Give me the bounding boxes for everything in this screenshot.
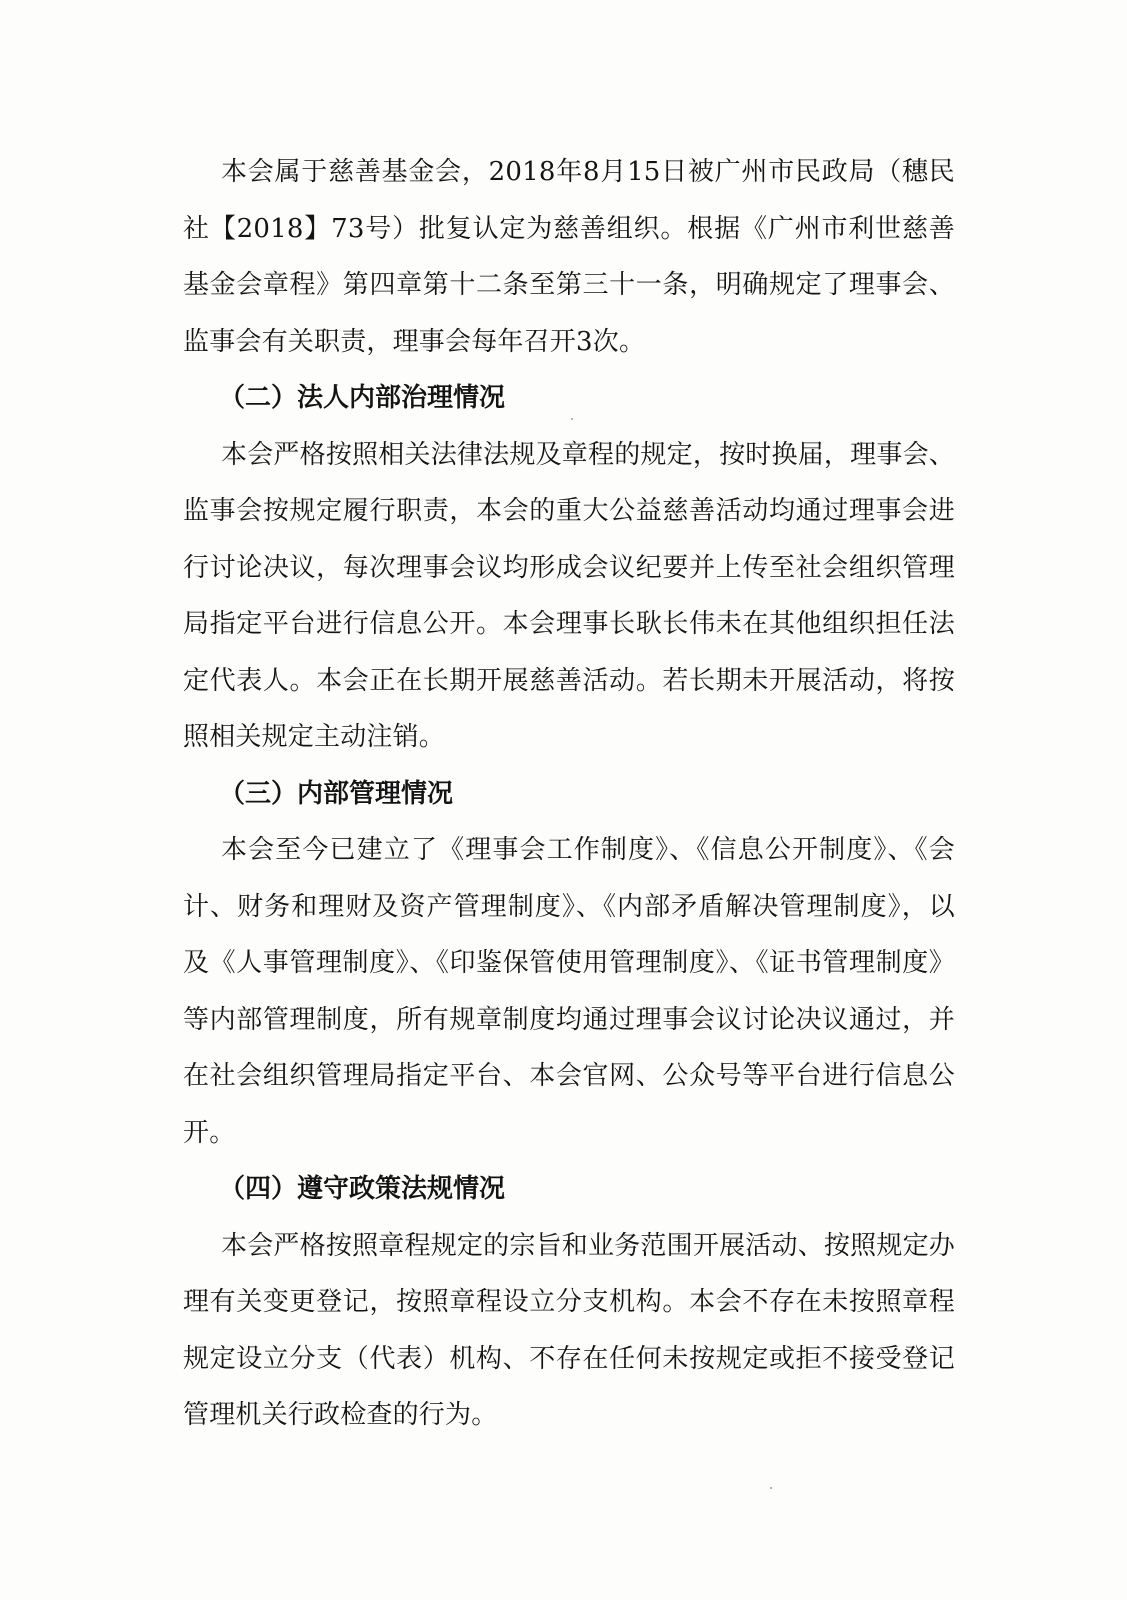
paragraph-internal-governance: 本会严格按照相关法律法规及章程的规定，按时换届，理事会、监事会按规定履行职责，本会的重大公益慈善活动均通过理事会进行讨论决议，每次理事会议均形成会议纪要并上传至社会组织管理局指定平台进行信息公开。本会理事长耿长伟未在其他组织担任法定代表人。本会正在长期开展慈善活动。若长期未开展活动，将按照相关规定主动注销。 (183, 439, 955, 752)
paragraph-internal-management: 本会至今已建立了《理事会工作制度》、《信息公开制度》、《会计、财务和理财及资产管理制度》、《内部矛盾解决管理制度》，以及《人事管理制度》、《印鉴保管使用管理制度》、《证书管理制度》等内部管理制度，所有规章制度均通过理事会议讨论决议通过，并在社会组织管理局指定平台、本会官网、公众号等平台进行信息公开。 (183, 835, 955, 1148)
paragraph-policy-compliance: 本会严格按照章程规定的宗旨和业务范围开展活动、按照规定办理有关变更登记，按照章程设立分支机构。本会不存在未按照章程规定设立分支（代表）机构、不存在任何未按规定或拒不接受登记管理机关行政检查的行为。 (183, 1230, 955, 1430)
section-heading-internal-governance: （二）法人内部治理情况 (219, 383, 506, 413)
document-body (183, 144, 955, 1444)
section-heading-internal-management: （三）内部管理情况 (219, 778, 454, 809)
section-heading-policy-compliance: （四）遵守政策法规情况 (219, 1174, 506, 1204)
scan-speck (770, 1487, 772, 1489)
paragraph-foundation-status: 本会属于慈善基金会，2018年8月15日被广州市民政局（穗民社【2018】73号）批复认定为慈善组织。根据《广州市利世慈善基金会章程》第四章第十二条至第三十一条，明确规定了理事会、监事会有关职责，理事会每年召开3次。 (183, 157, 955, 357)
